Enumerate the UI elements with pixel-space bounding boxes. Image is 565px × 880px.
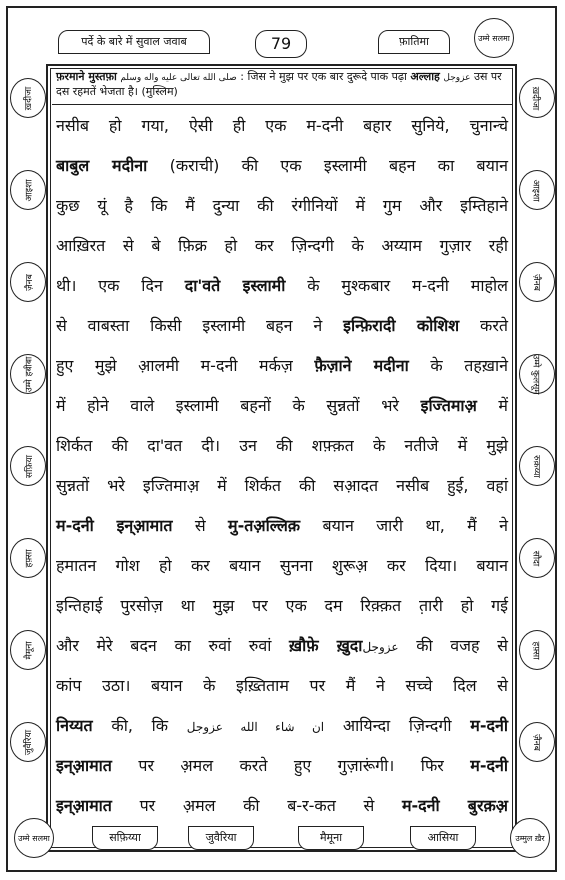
hadith-source: (मुस्लिम)	[141, 85, 178, 98]
side-medallion-right-6: सौदा	[519, 538, 555, 578]
body-line-10: सुन्नतों भरे इज्तिमाअ़ में शिर्कत की सआ़दत नसीब हुई, वहां	[56, 476, 508, 495]
side-medallion-left-5: सफ़िया	[10, 446, 46, 486]
hadith-azza: عزوجل	[443, 73, 471, 83]
body-line-14: और मेरे बदन का रुवां रुवां ख़ौफ़े ख़ुदाعزوجل की वजह से	[56, 636, 508, 655]
side-medallion-right-2: आइशा	[519, 170, 555, 210]
hadith-banner	[56, 70, 508, 99]
hadith-prefix: फ़रमाने मुस्तफ़ा	[56, 70, 117, 83]
body-text	[56, 106, 508, 826]
body-line-18: इन्आ़मात पर अ़मल की ब-र-कत से म-दनी बुरक़अ़	[56, 796, 509, 815]
body-line-17: इन्आ़मात पर अ़मल करते हुए गुज़ारूंगी। फिर म-दनी	[56, 756, 508, 775]
page-number: 79	[255, 30, 307, 58]
hadith-text-b: उस पर दस रहमतें भेजता है।	[56, 70, 502, 98]
side-medallion-left-7: मैमूना	[10, 630, 46, 670]
hadith-allah: अल्लाह	[410, 70, 440, 83]
corner-medallion-bottom-right: उम्मुल ख़ैर	[510, 818, 550, 858]
body-line-6: से वाबस्ता किसी इस्लामी बहन ने इन्फ़िरादी कोशिश करते	[56, 316, 508, 335]
body-line-5: थी। एक दिन दा'वते इस्लामी के मुश्कबार म-दनी माहोल	[56, 276, 508, 295]
side-medallion-left-8: जुवैरिया	[10, 722, 46, 762]
body-line-9: शिर्कत की दा'वत दी। उन की शफ़्क़त के नतीजे में मुझे	[56, 436, 508, 455]
side-medallion-right-5: रुक़य्या	[519, 446, 555, 486]
body-line-13: इन्तिहाई पुरसोज़ था मुझ पर एक दम रिक़्क़त त़ारी हो गई	[56, 596, 508, 615]
body-line-7: हुए मुझे आ़लमी म-दनी मर्कज़ फ़ैज़ाने मदीना के तहख़ाने	[56, 356, 508, 375]
header-title: पर्दे के बारे में सुवाल जवाब	[81, 35, 187, 48]
footer-tab-4: आसिया	[410, 826, 476, 850]
body-line-16: निय्यत की, कि ان شاء الله عزوجل आयिन्दा ज़िन्दगी म-दनी	[56, 716, 508, 735]
body-line-11: म-दनी इन्आ़मात से मु-तअ़ल्लिक़ बयान जारी था, मैं ने	[56, 516, 508, 535]
footer-tab-1: सफ़िय्या	[92, 826, 158, 850]
body-line-12: हमातन गोश हो कर बयान सुनना शुरूअ़ कर दिया। बयान	[56, 556, 508, 575]
side-medallion-left-1: ख़दीजा	[10, 78, 46, 118]
side-medallion-right-1: ख़दीजा	[519, 78, 555, 118]
header-name-tab	[378, 30, 450, 54]
side-medallion-left-3: ज़ैनब	[10, 262, 46, 302]
corner-medallion-top-right: उम्मे सलमा	[474, 18, 514, 58]
header-name: फ़ातिमा	[399, 35, 429, 48]
header-title-tab	[58, 30, 210, 54]
body-line-3: कुछ यूं है कि मैं दुन्या की रंगीनियों में गुम और इम्तिहाने	[56, 196, 508, 215]
body-line-1: नसीब हो गया, ऐसी ही एक म-दनी बहार सुनिये, चुनान्चे	[56, 116, 508, 135]
hadith-text-a: : जिस ने मुझ पर एक बार दुरूदे पाक पढ़ा	[240, 70, 407, 83]
corner-medallion-bottom-left: उम्मे सलमा	[14, 818, 54, 858]
side-medallion-left-4: उम्मे हबीबा	[10, 354, 46, 394]
body-line-4: आख़िरत से बे फ़िक्र हो कर ज़िन्दगी के अय्याम गुज़ार रही	[56, 236, 508, 255]
body-line-8: में होने वाले इस्लामी बहनों के सुन्नतों भरे इज्तिमाअ़ में	[56, 396, 508, 415]
hadith-divider	[52, 104, 512, 105]
side-medallion-right-7: हफ़्सा	[519, 630, 555, 670]
side-medallion-right-4: उम्मे कुलसूम	[519, 354, 555, 394]
footer-tab-3: मैमूना	[298, 826, 364, 850]
side-medallion-left-2: आइशा	[10, 170, 46, 210]
body-line-2: बाबुल मदीना (कराची) की एक इस्लामी बहन का बयान	[56, 156, 508, 175]
side-medallion-right-8: ज़ैनब	[519, 722, 555, 762]
hadith-salutation: صلى الله تعالى عليه واله وسلم	[120, 73, 237, 83]
footer-tab-2: जुवैरिया	[188, 826, 254, 850]
side-medallion-left-6: हफ़्सा	[10, 538, 46, 578]
body-line-15: कांप उठा। बयान के इख़्तिताम पर मैं ने सच्चे दिल से	[56, 676, 508, 695]
side-medallion-right-3: ज़ैनब	[519, 262, 555, 302]
